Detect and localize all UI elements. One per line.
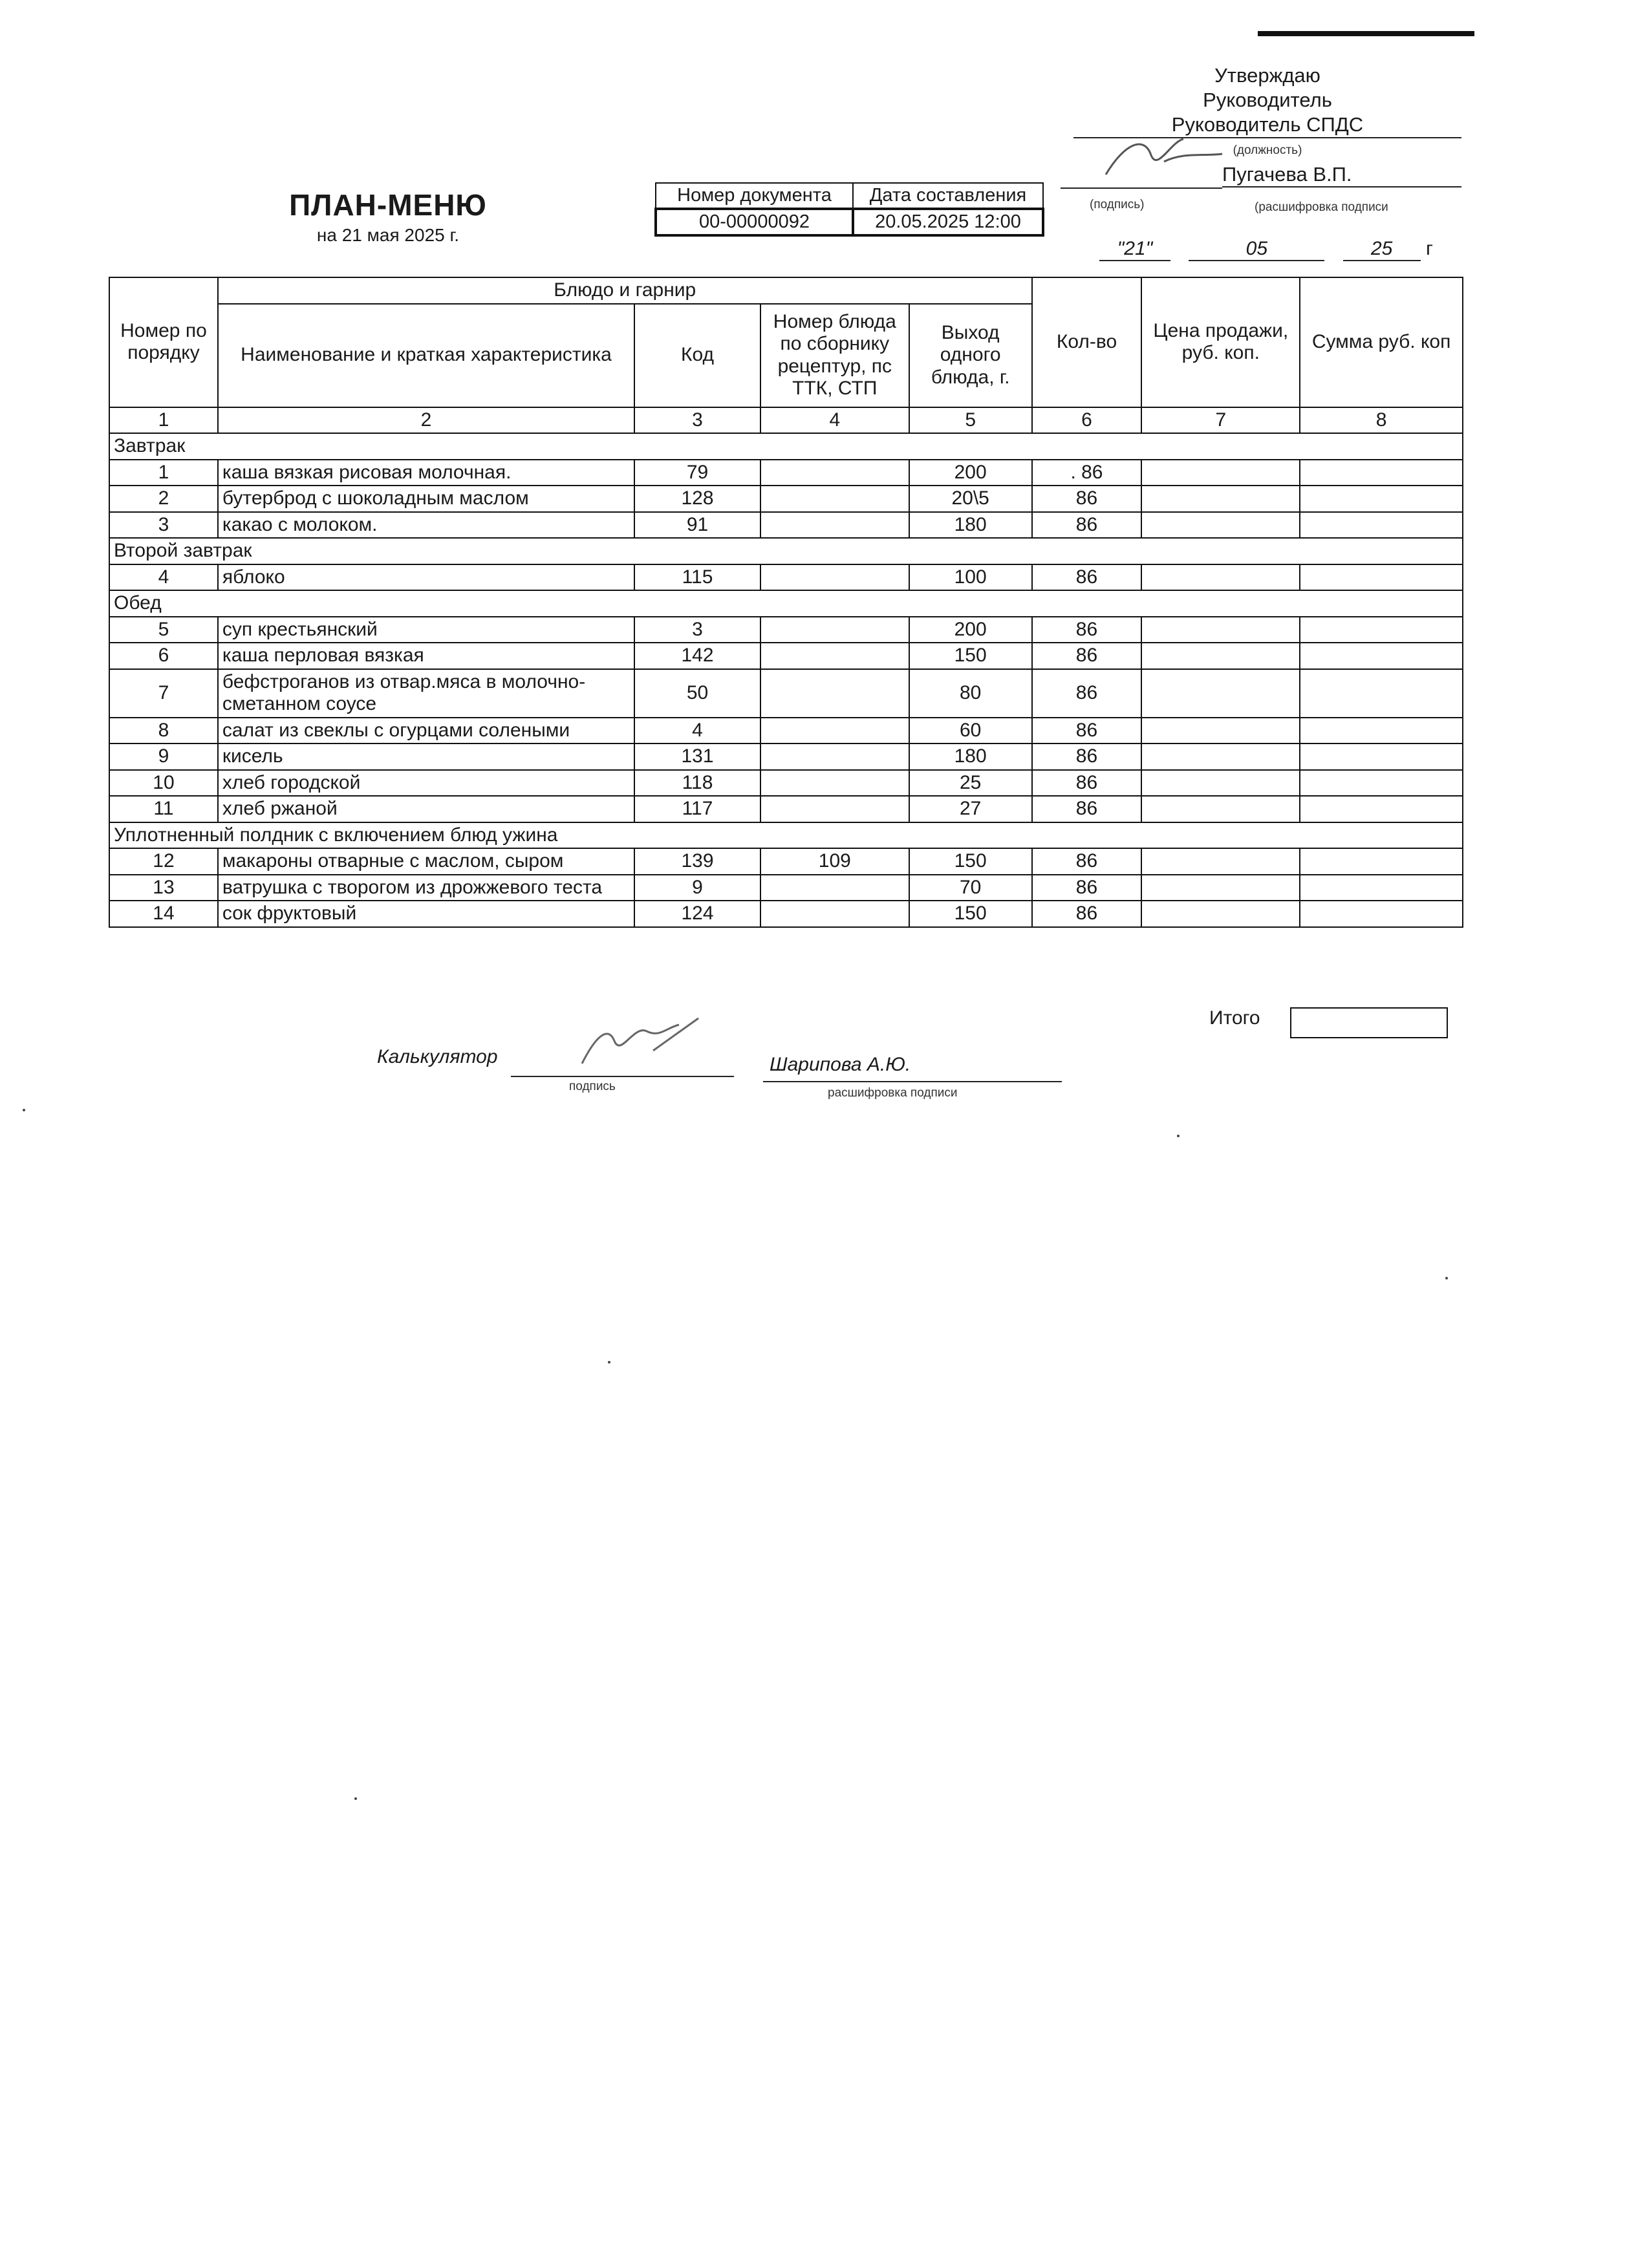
row-number: 4 <box>109 564 218 591</box>
dish-yield: 180 <box>909 744 1032 770</box>
position-value: Руководитель СПДС <box>1073 112 1461 138</box>
sum-cell <box>1300 617 1463 643</box>
approver-signature-line <box>1061 187 1222 189</box>
sum-cell <box>1300 901 1463 927</box>
section-title: Второй завтрак <box>109 538 1463 564</box>
table-row <box>109 486 1463 512</box>
sum-cell <box>1300 564 1463 591</box>
dish-name: каша перловая вязкая <box>218 643 634 669</box>
sum-cell <box>1300 848 1463 875</box>
name-caption: (расшифровка подписи <box>1255 200 1388 214</box>
sum-cell <box>1300 512 1463 539</box>
column-numbers-row <box>109 407 1463 434</box>
price-cell <box>1141 460 1300 486</box>
document-title-block <box>246 187 530 246</box>
dish-name: салат из свеклы с огурцами солеными <box>218 718 634 744</box>
doc-date-label: Дата составления <box>853 183 1043 209</box>
row-number: 6 <box>109 643 218 669</box>
recipe-number <box>760 643 909 669</box>
recipe-number <box>760 512 909 539</box>
dish-qty: 86 <box>1032 796 1142 822</box>
column-number: 3 <box>634 407 760 434</box>
dish-qty: 86 <box>1032 744 1142 770</box>
page-title: ПЛАН-МЕНЮ <box>289 188 487 222</box>
dish-name: бутерброд с шоколадным маслом <box>218 486 634 512</box>
price-cell <box>1141 617 1300 643</box>
table-row <box>109 669 1463 718</box>
dish-name: суп крестьянский <box>218 617 634 643</box>
dish-name: каша вязкая рисовая молочная. <box>218 460 634 486</box>
header-name: Наименование и краткая характеристика <box>218 304 634 407</box>
recipe-number: 109 <box>760 848 909 875</box>
dish-code: 4 <box>634 718 760 744</box>
section-row <box>109 590 1463 617</box>
sum-cell <box>1300 643 1463 669</box>
approver-name: Пугачева В.П. <box>1222 163 1461 187</box>
column-number: 1 <box>109 407 218 434</box>
dish-yield: 200 <box>909 460 1032 486</box>
price-cell <box>1141 486 1300 512</box>
section-title: Уплотненный полдник с включением блюд ужина <box>109 822 1463 849</box>
dish-qty: 86 <box>1032 564 1142 591</box>
row-number: 3 <box>109 512 218 539</box>
price-cell <box>1141 718 1300 744</box>
dish-yield: 20\5 <box>909 486 1032 512</box>
dish-code: 142 <box>634 643 760 669</box>
dish-code: 117 <box>634 796 760 822</box>
dish-code: 131 <box>634 744 760 770</box>
dish-yield: 60 <box>909 718 1032 744</box>
dish-qty: 86 <box>1032 486 1142 512</box>
column-number: 6 <box>1032 407 1142 434</box>
doc-date-value: 20.05.2025 12:00 <box>853 209 1043 235</box>
price-cell <box>1141 848 1300 875</box>
row-number: 9 <box>109 744 218 770</box>
header-qty: Кол-во <box>1032 277 1142 407</box>
row-number: 1 <box>109 460 218 486</box>
table-row <box>109 512 1463 539</box>
doc-num-value: 00-00000092 <box>656 209 853 235</box>
dish-yield: 100 <box>909 564 1032 591</box>
column-number: 8 <box>1300 407 1463 434</box>
sum-cell <box>1300 460 1463 486</box>
dish-code: 124 <box>634 901 760 927</box>
recipe-number <box>760 460 909 486</box>
approver-signature <box>1099 116 1229 187</box>
column-number: 5 <box>909 407 1032 434</box>
approval-date <box>1099 238 1433 261</box>
row-number: 7 <box>109 669 218 718</box>
dish-qty: 86 <box>1032 848 1142 875</box>
date-day: "21" <box>1099 238 1170 261</box>
section-row <box>109 538 1463 564</box>
dish-yield: 27 <box>909 796 1032 822</box>
document-number-table <box>654 182 1044 237</box>
dish-qty: 86 <box>1032 669 1142 718</box>
header-order: Номер по порядку <box>109 277 218 407</box>
dish-yield: 25 <box>909 770 1032 797</box>
top-bar <box>1258 31 1474 36</box>
price-cell <box>1141 875 1300 901</box>
recipe-number <box>760 770 909 797</box>
date-suffix: г <box>1426 238 1433 259</box>
dish-qty: 86 <box>1032 643 1142 669</box>
price-cell <box>1141 744 1300 770</box>
total-label: Итого <box>1209 1007 1260 1029</box>
dish-code: 9 <box>634 875 760 901</box>
column-number: 4 <box>760 407 909 434</box>
dish-yield: 150 <box>909 901 1032 927</box>
calculator-label: Калькулятор <box>377 1046 498 1067</box>
dish-name: кисель <box>218 744 634 770</box>
table-row <box>109 564 1463 591</box>
calculator-name: Шарипова А.Ю. <box>770 1054 911 1075</box>
table-row <box>109 770 1463 797</box>
row-number: 13 <box>109 875 218 901</box>
dish-name: хлеб ржаной <box>218 796 634 822</box>
doc-num-label: Номер документа <box>656 183 853 209</box>
dish-code: 79 <box>634 460 760 486</box>
header-group: Блюдо и гарнир <box>218 277 1032 304</box>
price-cell <box>1141 564 1300 591</box>
price-cell <box>1141 669 1300 718</box>
recipe-number <box>760 669 909 718</box>
sum-cell <box>1300 486 1463 512</box>
page-subtitle: на 21 мая 2025 г. <box>316 225 460 245</box>
scan-speck <box>1445 1277 1448 1279</box>
sum-cell <box>1300 796 1463 822</box>
row-number: 5 <box>109 617 218 643</box>
dish-name: макароны отварные с маслом, сыром <box>218 848 634 875</box>
row-number: 14 <box>109 901 218 927</box>
header-sum: Сумма руб. коп <box>1300 277 1463 407</box>
section-title: Завтрак <box>109 433 1463 460</box>
table-row <box>109 643 1463 669</box>
section-title: Обед <box>109 590 1463 617</box>
dish-code: 50 <box>634 669 760 718</box>
table-row <box>109 718 1463 744</box>
dish-yield: 180 <box>909 512 1032 539</box>
dish-yield: 150 <box>909 848 1032 875</box>
dish-yield: 70 <box>909 875 1032 901</box>
column-number: 7 <box>1141 407 1300 434</box>
calculator-name-line <box>763 1081 1062 1082</box>
dish-yield: 200 <box>909 617 1032 643</box>
dish-name: хлеб городской <box>218 770 634 797</box>
sum-cell <box>1300 770 1463 797</box>
dish-yield: 80 <box>909 669 1032 718</box>
menu-table-body <box>109 433 1463 927</box>
row-number: 2 <box>109 486 218 512</box>
total-value-cell <box>1290 1007 1448 1038</box>
recipe-number <box>760 796 909 822</box>
scan-speck <box>1177 1135 1180 1137</box>
price-cell <box>1141 901 1300 927</box>
table-row <box>109 796 1463 822</box>
row-number: 10 <box>109 770 218 797</box>
header-yield: Выход одного блюда, г. <box>909 304 1032 407</box>
sum-cell <box>1300 718 1463 744</box>
calculator-signature-caption: подпись <box>569 1080 616 1093</box>
menu-table <box>109 277 1463 928</box>
calculator-signature <box>569 1005 724 1076</box>
sum-cell <box>1300 875 1463 901</box>
dish-code: 128 <box>634 486 760 512</box>
dish-qty: 86 <box>1032 901 1142 927</box>
table-row <box>109 617 1463 643</box>
row-number: 12 <box>109 848 218 875</box>
date-year: 25 <box>1343 238 1421 261</box>
table-row <box>109 848 1463 875</box>
recipe-number <box>760 744 909 770</box>
sum-cell <box>1300 669 1463 718</box>
dish-qty: 86 <box>1032 718 1142 744</box>
dish-yield: 150 <box>909 643 1032 669</box>
price-cell <box>1141 796 1300 822</box>
scan-speck <box>23 1109 25 1111</box>
recipe-number <box>760 718 909 744</box>
table-row <box>109 460 1463 486</box>
sum-cell <box>1300 744 1463 770</box>
dish-code: 139 <box>634 848 760 875</box>
dish-qty: . 86 <box>1032 460 1142 486</box>
approve-label: Утверждаю <box>1214 64 1320 87</box>
role-label: Руководитель <box>1203 89 1332 111</box>
price-cell <box>1141 770 1300 797</box>
dish-code: 3 <box>634 617 760 643</box>
table-row <box>109 901 1463 927</box>
calculator-name-caption: расшифровка подписи <box>828 1086 958 1100</box>
dish-qty: 86 <box>1032 617 1142 643</box>
dish-code: 91 <box>634 512 760 539</box>
scan-speck <box>608 1361 610 1364</box>
section-row <box>109 822 1463 849</box>
price-cell <box>1141 643 1300 669</box>
table-row <box>109 875 1463 901</box>
dish-name: ватрушка с творогом из дрожжевого теста <box>218 875 634 901</box>
header-price: Цена продажи, руб. коп. <box>1141 277 1300 407</box>
recipe-number <box>760 617 909 643</box>
dish-name: какао с молоком. <box>218 512 634 539</box>
recipe-number <box>760 564 909 591</box>
calculator-signature-line <box>511 1076 734 1077</box>
dish-name: бефстроганов из отвар.мяса в молочно-сметанном соусе <box>218 669 634 718</box>
header-code: Код <box>634 304 760 407</box>
row-number: 11 <box>109 796 218 822</box>
dish-code: 115 <box>634 564 760 591</box>
signature-caption: (подпись) <box>1090 198 1145 211</box>
recipe-number <box>760 486 909 512</box>
recipe-number <box>760 901 909 927</box>
dish-code: 118 <box>634 770 760 797</box>
position-caption: (должность) <box>1233 144 1302 157</box>
recipe-number <box>760 875 909 901</box>
row-number: 8 <box>109 718 218 744</box>
date-month: 05 <box>1189 238 1324 261</box>
dish-name: сок фруктовый <box>218 901 634 927</box>
column-number: 2 <box>218 407 634 434</box>
header-recipe: Номер блюда по сборнику рецептур, пс ТТК, СТП <box>760 304 909 407</box>
table-row <box>109 744 1463 770</box>
section-row <box>109 433 1463 460</box>
price-cell <box>1141 512 1300 539</box>
dish-qty: 86 <box>1032 875 1142 901</box>
dish-qty: 86 <box>1032 770 1142 797</box>
dish-name: яблоко <box>218 564 634 591</box>
dish-qty: 86 <box>1032 512 1142 539</box>
scan-speck <box>354 1797 357 1800</box>
